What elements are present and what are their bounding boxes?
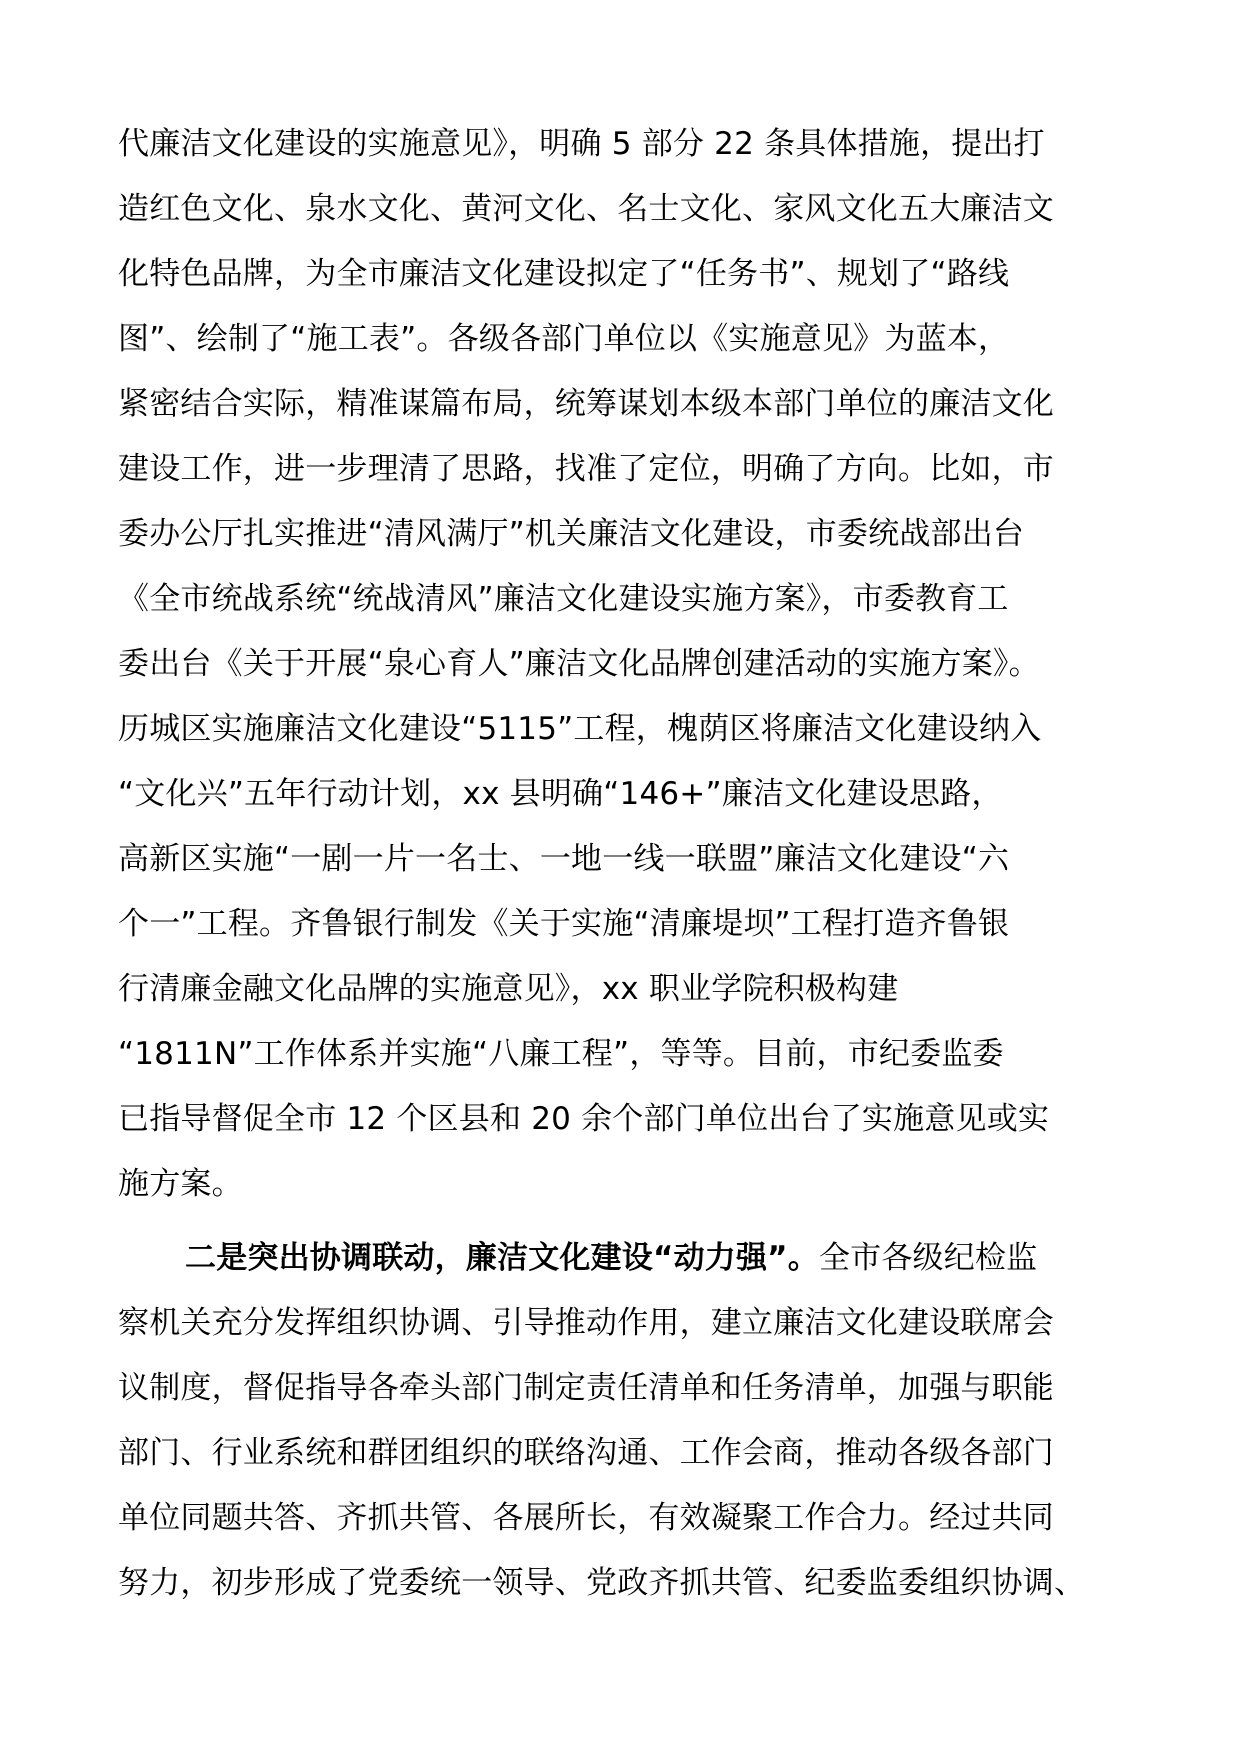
paragraph-1-line-10: 历城区实施廉洁文化建设“5115”工程，槐荫区将廉洁文化建设纳入 (118, 711, 1042, 747)
paragraph-1-line-15: “1811N”工作体系并实施“八廉工程”，等等。目前，市纪委监委 (118, 1036, 1004, 1072)
paragraph-1-line-8: 《全市统战系统“统战清风”廉洁文化建设实施方案》，市委教育工 (118, 581, 1009, 617)
paragraph-1-line-7: 委办公厅扎实推进“清风满厅”机关廉洁文化建设，市委统战部出台 (118, 516, 1025, 552)
paragraph-2-line-3: 议制度，督促指导各牵头部门制定责任清单和任务清单，加强与职能 (118, 1370, 1054, 1406)
paragraph-2-line-1 (185, 1238, 1037, 1278)
paragraph-1-line-16: 已指导督促全市 12 个区县和 20 余个部门单位出台了实施意见或实 (118, 1101, 1050, 1137)
paragraph-1-line-2: 造红色文化、泉水文化、黄河文化、名士文化、家风文化五大廉洁文 (118, 191, 1054, 227)
paragraph-1-line-14: 行清廉金融文化品牌的实施意见》，xx 职业学院积极构建 (118, 971, 899, 1007)
paragraph-1-line-6: 建设工作，进一步理清了思路，找准了定位，明确了方向。比如，市 (118, 451, 1054, 487)
paragraph-1-line-13: 个一”工程。齐鲁银行制发《关于实施“清廉堤坝”工程打造齐鲁银 (118, 906, 1010, 942)
paragraph-2-line-5: 单位同题共答、齐抓共管、各展所长，有效凝聚工作合力。经过共同 (118, 1500, 1054, 1536)
paragraph-1-line-1: 代廉洁文化建设的实施意见》，明确 5 部分 22 条具体措施，提出打 (118, 126, 1045, 162)
paragraph-2-line-1-rest: 全市各级纪检监 (818, 1240, 1038, 1276)
paragraph-2-line-4: 部门、行业系统和群团组织的联络沟通、工作会商，推动各级各部门 (118, 1435, 1054, 1471)
paragraph-1-line-9: 委出台《关于开展“泉心育人”廉洁文化品牌创建活动的实施方案》。 (118, 646, 1040, 682)
paragraph-2-heading: 二是突出协调联动，廉洁文化建设“动力强”。 (185, 1240, 819, 1276)
paragraph-1-line-3: 化特色品牌，为全市廉洁文化建设拟定了“任务书”、规划了“路线 (118, 256, 1010, 292)
paragraph-2-line-2: 察机关充分发挥组织协调、引导推动作用，建立廉洁文化建设联席会 (118, 1305, 1054, 1341)
paragraph-1-line-11: “文化兴”五年行动计划，xx 县明确“146+”廉洁文化建设思路， (118, 776, 1003, 812)
paragraph-1-line-5: 紧密结合实际，精准谋篇布局，统筹谋划本级本部门单位的廉洁文化 (118, 386, 1054, 422)
paragraph-1-line-4: 图”、绘制了“施工表”。各级各部门单位以《实施意见》为蓝本， (118, 321, 1010, 357)
paragraph-1-line-17: 施方案。 (118, 1166, 243, 1202)
paragraph-2-line-6: 努力，初步形成了党委统一领导、党政齐抓共管、纪委监委组织协调、 (118, 1565, 1086, 1601)
paragraph-1-line-12: 高新区实施“一剧一片一名士、一地一线一联盟”廉洁文化建设“六 (118, 841, 1010, 877)
